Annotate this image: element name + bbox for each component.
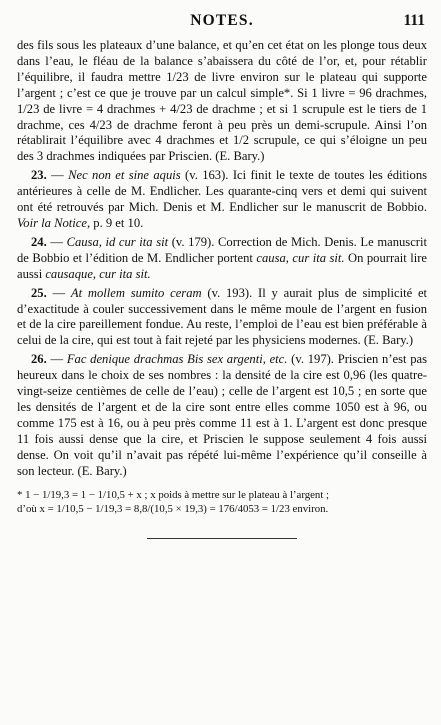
verse-reference: (v. 197). — [291, 352, 334, 367]
note-26: 26. — Fac denique drachmas Bis sex argenti, etc. (v. 197). Priscien n’est pas heureux dans le choix de ses nombres : la densité de la cire est 0,96 (les quatre-vingt-seize centièmes de celle de l’eau) ; celle de l’argent est 10,5 ; en sorte que les densités de l’argent et de la cire sont entre elles comme 1050 est à 96, ou comme 175 est à 16, ou à peu près comme 11 est à 1. L’argent est donc presque 11 fois aussi dense que la cire, et Priscien le suppose seulement 4 fois aussi dense. On voit qu’il n’avait pas répété lui-même l’expérience qu’il conseille à son lecteur. (E. Bary.) — [17, 352, 428, 478]
note-text: Il y aurait plus de simplicité et d’exactitude à couler successivement dans le même moule de l’argent en fusion et de la cire pareillement fondue. Au reste, l’emploi de l’eau est bien préférable à celui de la cire, qui est tout à fait rejeté par les physiciens modernes. — [17, 285, 428, 348]
footnote — [17, 488, 427, 516]
verse-reference: (v. 193). — [207, 285, 253, 300]
notes-body — [17, 38, 427, 479]
page-number: 111 — [403, 12, 425, 29]
note-number: 23. — [31, 168, 47, 183]
note-lemma: At mollem sumito ceram — [70, 285, 202, 300]
note-signature: (E. Bary.) — [363, 333, 414, 348]
note-number: 24. — [31, 234, 47, 249]
note-lemma: Fac denique drachmas Bis sex argenti, etc. — [66, 352, 288, 367]
paragraph-continuation: des fils sous les plateaux d’une balance, et qu’en cet état on les plonge tous deux dans l’eau, le fléau de la balance s’abaissera du côté de l’or, et, pour rétablir l’équilibre, il faudra mettre 1/23 de livre environ sur le plateau qui supporte l’argent ; c’est ce que je trouve par un calcul simple*. Si 1 livre = 96 drachmes, 1/23 de livre = 4 drachmes + 4/23 de drachme ; et si 1 scrupule est le tiers de 1 drachme, ces 4/23 de drachme feront à peu près un demi-scrupule. Ainsi l’on rétablirait l’équilibre avec 4 drachmes et 1/2 scrupule, ce qui s’éloigne un peu des 3 drachmes indiquées par Priscien. (E. Bary.) — [17, 38, 427, 164]
page-header — [17, 12, 427, 38]
running-title: NOTES. — [190, 12, 254, 29]
see-reference: Voir la Notice, — [17, 215, 91, 230]
section-divider — [147, 538, 297, 539]
note-text: Correction de Mich. Denis. Le manuscrit de Bobbio et l’édition de M. Endlicher portent — [17, 234, 427, 265]
page-reference: p. 9 et 10. — [93, 215, 144, 230]
note-25: 25. — At mollem sumito ceram (v. 193). Il y aurait plus de simplicité et d’exactitude à couler successivement dans le même moule de l’argent en fusion et de la cire pareillement fondue. Au reste, l’emploi de l’eau est bien préférable à celui de la cire, qui est tout à fait rejeté par les physiciens modernes. (E. Bary.) — [17, 285, 428, 348]
note-number: 25. — [31, 285, 47, 300]
note-text-2: On pourrait lire aussi — [17, 250, 427, 281]
note-lemma: Causa, id cur ita sit — [66, 234, 169, 249]
verse-reference: (v. 163). — [185, 168, 229, 183]
footnote-result: d’où x = 1/10,5 − 1/19,3 = 8,8/(10,5 × 19,3) = 176/4053 = 1/23 environ. — [17, 503, 329, 516]
footnote-equation: * 1 − 1/19,3 = 1 − 1/10,5 + x ; x poids à mettre sur le plateau à l’argent ; — [17, 489, 330, 502]
note-signature: (E. Bary.) — [77, 463, 127, 478]
note-24: 24. — Causa, id cur ita sit (v. 179). Correction de Mich. Denis. Le manuscrit de Bobbio et l’édition de M. Endlicher portent causa, cur ita sit. On pourrait lire aussi causaque, cur ita sit. — [17, 234, 427, 281]
alternative-reading: causaque, cur ita sit. — [45, 266, 151, 281]
note-text: Priscien n’est pas heureux dans le choix de ses nombres : la densité de la cire est 0,96 (les quatre-vingt-seize centièmes de celle de l’eau) ; celle de l’argent est 10,5 ; en sorte que les densités de l’argent et de la cire sont entre elles comme 1050 est à 96, ou comme 175 est à 16, ou à peu près comme 11 est à 1. L’argent est donc presque 11 fois aussi dense que la cire, et Priscien le suppose seulement 4 fois aussi dense. On voit qu’il n’avait pas répété lui-même l’expérience qu’il conseille à son lecteur. — [17, 352, 428, 478]
note-text: Ici finit le texte de toutes les éditions antérieures à celle de M. Endlicher. Les quarante-cinq vers et demi qui suivent ont été retrouvés par Mich. Denis et M. Endlicher sur le manuscrit de Bobbio. — [17, 168, 428, 215]
note-23: 23. — Nec non et sine aquis (v. 163). Ici finit le texte de toutes les éditions antérieures à celle de M. Endlicher. Les quarante-cinq vers et demi qui suivent ont été retrouvés par Mich. Denis et M. Endlicher sur le manuscrit de Bobbio. Voir la Notice, p. 9 et 10. — [17, 168, 428, 230]
note-number: 26. — [31, 352, 47, 367]
note-lemma: Nec non et sine aquis — [68, 168, 181, 183]
manuscript-reading: causa, cur ita sit. — [256, 250, 345, 265]
verse-reference: (v. 179). — [171, 234, 215, 249]
